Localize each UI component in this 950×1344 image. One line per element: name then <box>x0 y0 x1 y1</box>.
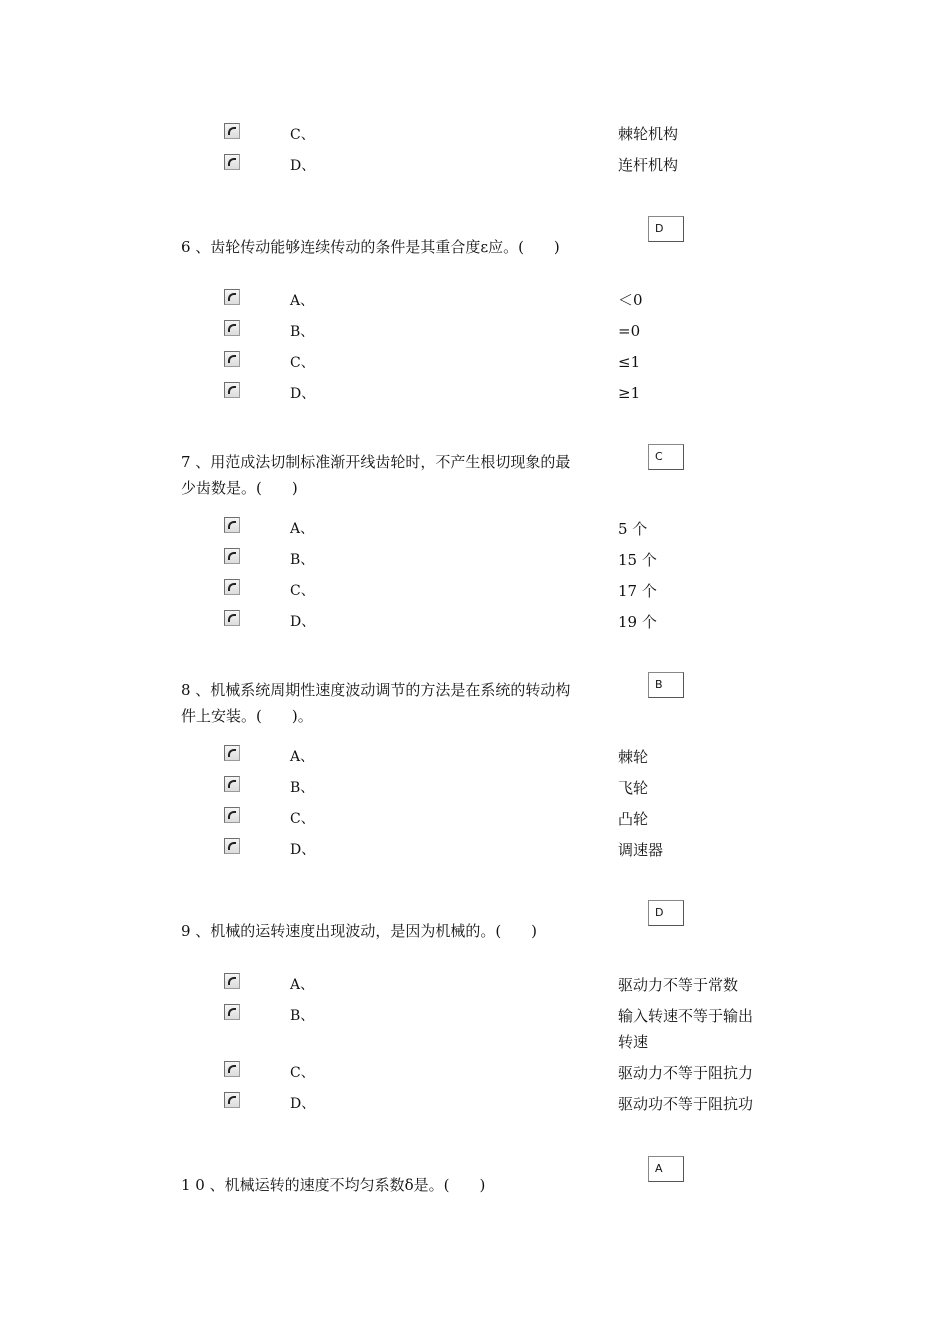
radio-button[interactable] <box>224 289 240 305</box>
option-letter: C、 <box>290 127 315 143</box>
answer-box[interactable]: C <box>648 444 684 470</box>
radio-button[interactable] <box>224 320 240 336</box>
option-text: 5 个 <box>618 520 648 538</box>
option-text: 17 个 <box>618 582 657 600</box>
option-text: ＜0 <box>618 291 643 309</box>
option-letter: D、 <box>290 386 316 402</box>
radio-button[interactable] <box>224 351 240 367</box>
radio-button[interactable] <box>224 154 240 170</box>
option-letter: C、 <box>290 1065 315 1081</box>
option-text: 驱动力不等于常数 <box>618 976 739 994</box>
option-text: 输入转速不等于输出 <box>618 1007 754 1025</box>
radio-button[interactable] <box>224 517 240 533</box>
radio-button[interactable] <box>224 610 240 626</box>
option-text: 驱动力不等于阻抗力 <box>618 1064 754 1082</box>
radio-button[interactable] <box>224 548 240 564</box>
radio-button[interactable] <box>224 1092 240 1108</box>
option-letter: D、 <box>290 614 316 630</box>
option-letter: B、 <box>290 324 315 340</box>
option-letter: B、 <box>290 780 315 796</box>
option-text: 15 个 <box>618 551 657 569</box>
option-letter: A、 <box>290 977 315 993</box>
option-text: =0 <box>618 322 641 340</box>
option-letter: B、 <box>290 552 315 568</box>
option-letter: B、 <box>290 1008 315 1024</box>
question-text: 1 0 、机械运转的速度不均匀系数δ是。( ) <box>181 1176 486 1194</box>
answer-box[interactable]: B <box>648 672 684 698</box>
option-letter: D、 <box>290 842 316 858</box>
option-letter: C、 <box>290 811 315 827</box>
option-text: 棘轮 <box>618 748 649 766</box>
radio-button[interactable] <box>224 838 240 854</box>
radio-button[interactable] <box>224 123 240 139</box>
radio-button[interactable] <box>224 973 240 989</box>
question-text: 件上安装。( )。 <box>181 707 313 725</box>
radio-button[interactable] <box>224 579 240 595</box>
option-text: 连杆机构 <box>618 156 679 174</box>
option-letter: C、 <box>290 355 315 371</box>
option-letter: D、 <box>290 158 316 174</box>
question-text: 9 、机械的运转速度出现波动，是因为机械的。( ) <box>181 922 538 940</box>
option-letter: A、 <box>290 521 315 537</box>
option-text: ≥1 <box>618 384 641 402</box>
option-text: 驱动功不等于阻抗功 <box>618 1095 754 1113</box>
option-text: 19 个 <box>618 613 657 631</box>
radio-button[interactable] <box>224 776 240 792</box>
radio-button[interactable] <box>224 745 240 761</box>
option-text: 调速器 <box>618 841 664 859</box>
question-text: 少齿数是。( ) <box>181 479 298 497</box>
radio-button[interactable] <box>224 382 240 398</box>
option-letter: C、 <box>290 583 315 599</box>
question-text: 8 、机械系统周期性速度波动调节的方法是在系统的转动构 <box>181 681 571 699</box>
option-letter: D、 <box>290 1096 316 1112</box>
answer-box[interactable]: A <box>648 1156 684 1182</box>
radio-button[interactable] <box>224 807 240 823</box>
radio-button[interactable] <box>224 1061 240 1077</box>
answer-box[interactable]: D <box>648 216 684 242</box>
question-text: 6 、齿轮传动能够连续传动的条件是其重合度ε应。( ) <box>181 238 560 256</box>
option-text: 棘轮机构 <box>618 125 679 143</box>
answer-box[interactable]: D <box>648 900 684 926</box>
question-text: 7 、用范成法切制标准渐开线齿轮时，不产生根切现象的最 <box>181 453 571 471</box>
option-text: 飞轮 <box>618 779 649 797</box>
radio-button[interactable] <box>224 1004 240 1020</box>
option-text: 凸轮 <box>618 810 649 828</box>
option-letter: A、 <box>290 293 315 309</box>
option-text: 转速 <box>618 1033 649 1051</box>
option-text: ≤1 <box>618 353 641 371</box>
option-letter: A、 <box>290 749 315 765</box>
